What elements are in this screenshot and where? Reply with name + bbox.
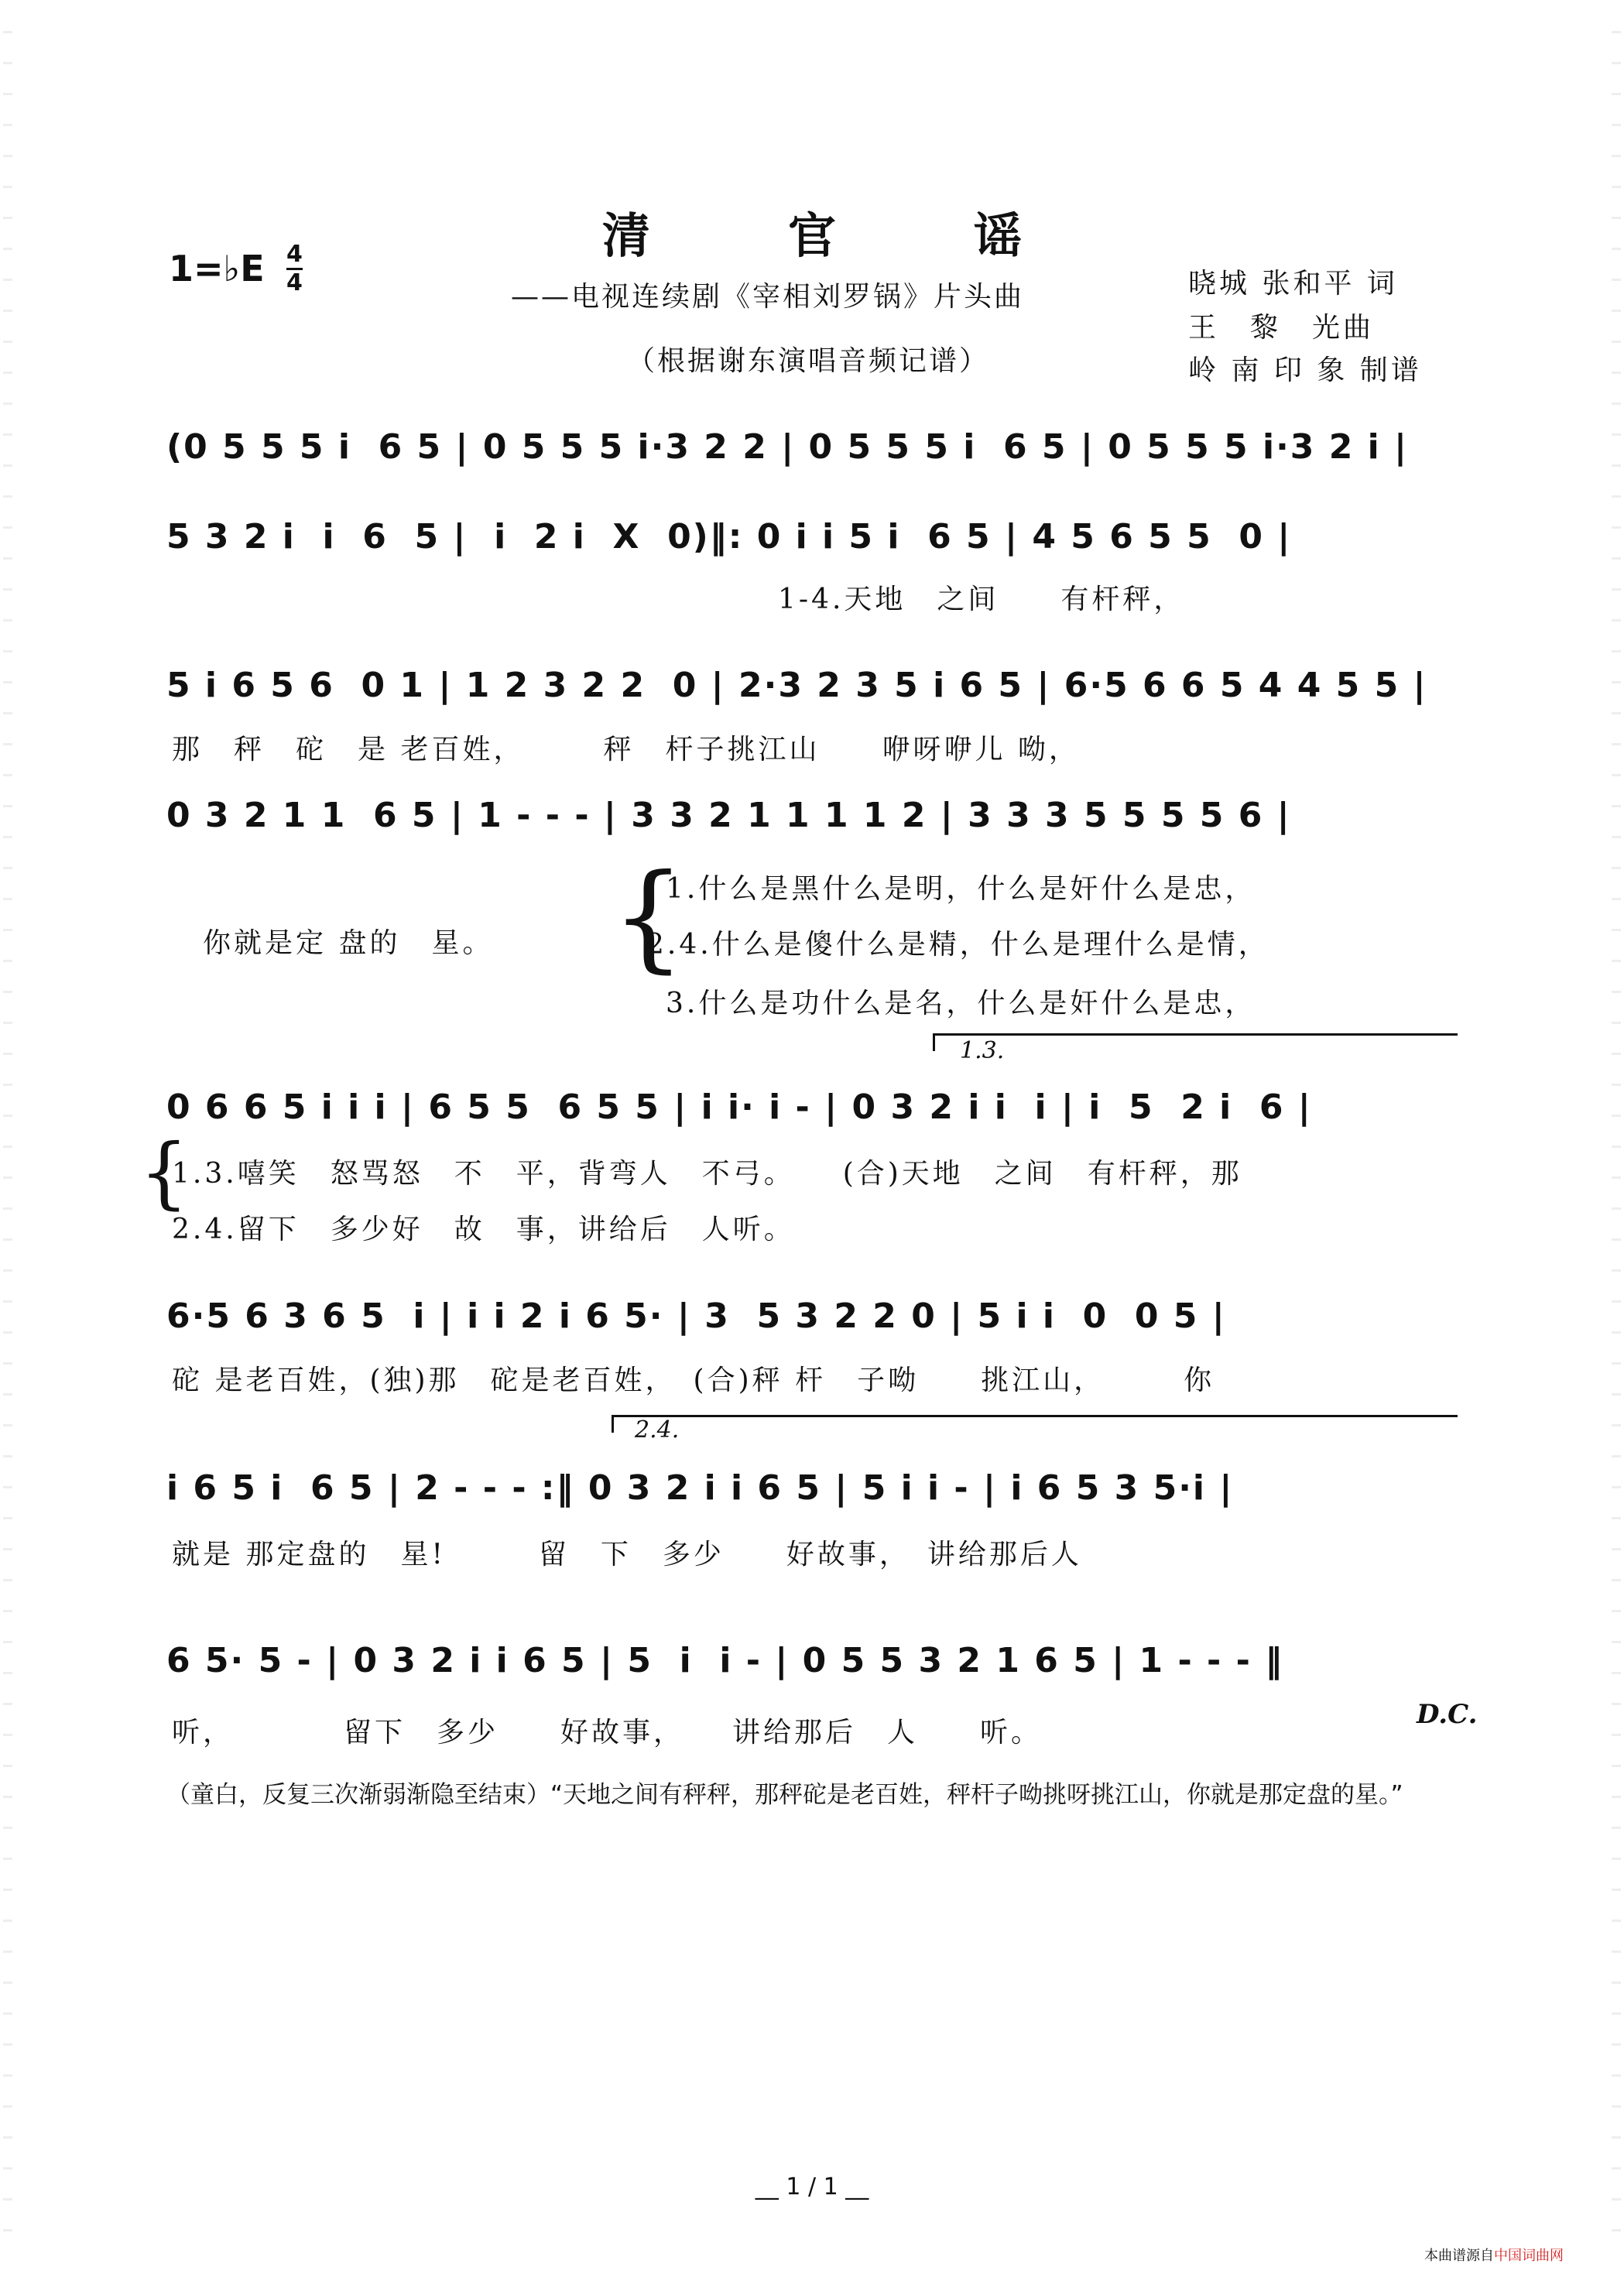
lyric-row-8: 听， 留下 多少 好故事， 讲给那后 人 听。: [172, 1717, 1043, 1748]
verse-line-1: 1.什么是黑什么是明，什么是奸什么是忠，: [666, 873, 1256, 905]
score-row-3: 5 i 6 5 6 0 1 | 1 2 3 2 2 0 | 2·3 2 3 5 i 6 5 | 6·5 6 6 5 4 4 5 5 |: [166, 666, 1427, 705]
volta-label-2: 2.4.: [635, 1416, 680, 1444]
lyric-row-5: 1.3.嘻笑 怒骂怒 不 平，背弯人 不弓。 (合)天地 之间 有杆秤，那: [172, 1158, 1242, 1190]
verse-line-3: 3.什么是功什么是名，什么是奸什么是忠，: [666, 988, 1256, 1019]
lyric-row-3: 那 秤 砣 是 老百姓， 秤 杆子挑江山 咿呀咿儿 呦，: [172, 734, 1080, 765]
score-row-2: 5 3 2 i i 6 5 | i 2 i X 0)‖: 0 i i 5 i 6 5 | 4 5 6 5 5 0 |: [166, 517, 1292, 557]
time-signature-top: 4: [286, 241, 303, 270]
verse-brace: {: [612, 850, 686, 985]
spoken-footnote: （童白，反复三次渐弱渐隐至结束）“天地之间有秤秤，那秤砣是老百姓，秤杆子呦挑呀挑江山，你就是那定盘的星。”: [166, 1781, 1403, 1809]
score-row-7: i 6 5 i 6 5 | 2 - - - :‖ 0 3 2 i i 6 5 | 5 i i - | i 6 5 3 5·i |: [166, 1468, 1234, 1508]
lyricist-credit: 晓城 张和平 词: [1188, 268, 1398, 300]
lyric-brace: {: [139, 1127, 189, 1218]
score-row-4: 0 3 2 1 1 6 5 | 1 - - - | 3 3 2 1 1 1 1 2 | 3 3 3 5 5 5 5 6 |: [166, 796, 1291, 835]
score-row-1: (0 5 5 5 i 6 5 | 0 5 5 5 i·3 2 2 | 0 5 5 5 i 6 5 | 0 5 5 5 i·3 2 i |: [166, 427, 1409, 467]
transcriber-credit: 岭 南 印 象 制谱: [1188, 354, 1422, 386]
footer-site-link[interactable]: 中国词曲网: [1494, 2248, 1564, 2264]
key-signature: 1=♭E: [169, 248, 265, 289]
source-note: （根据谢东演唱音频记谱）: [627, 345, 990, 377]
page-number: __ 1 / 1 __: [755, 2173, 869, 2201]
volta-bracket-2: [612, 1415, 1458, 1433]
score-row-5: 0 6 6 5 i i i | 6 5 5 6 5 5 | i i· i - | 0 3 2 i i i | i 5 2 i 6 |: [166, 1087, 1312, 1127]
verse-line-2: 2.4.什么是傻什么是精，什么是理什么是情，: [646, 929, 1269, 961]
lyric-row-6: 砣 是老百姓，(独)那 砣是老百姓， (合)秤 杆 子呦 挑江山， 你: [172, 1365, 1215, 1396]
source-footer: [1424, 2245, 1564, 2265]
song-subtitle: ——电视连续剧《宰相刘罗锅》片头曲: [511, 281, 1025, 313]
score-row-8: 6 5· 5 - | 0 3 2 i i 6 5 | 5 i i - | 0 5 5 3 2 1 6 5 | 1 - - - ‖: [166, 1641, 1284, 1680]
lyric-row-7: 就是 那定盘的 星! 留 下 多少 好故事， 讲给那后人: [172, 1539, 1082, 1570]
composer-credit: 王 黎 光曲: [1188, 312, 1375, 344]
score-row-6: 6·5 6 3 6 5 i | i i 2 i 6 5· | 3 5 3 2 2 0 | 5 i i 0 0 5 |: [166, 1296, 1226, 1336]
dc-mark: D.C.: [1417, 1699, 1478, 1730]
lyric-row-2: 1-4.天地 之间 有杆秤，: [778, 584, 1185, 615]
volta-bracket-1: [933, 1033, 1458, 1051]
song-title: 清 官 谣: [601, 207, 1067, 264]
footer-prefix: 本曲谱源自: [1424, 2248, 1494, 2264]
lyric-row-4: 你就是定 盘的 星。: [172, 927, 494, 959]
time-signature: [286, 241, 303, 296]
left-edge-watermark: [3, 31, 12, 2237]
volta-label-1: 1.3.: [960, 1037, 1005, 1064]
right-edge-watermark: [1612, 31, 1621, 2237]
time-signature-bottom: 4: [286, 269, 303, 296]
lyric-row-5b: 2.4.留下 多少好 故 事，讲给后 人听。: [172, 1214, 795, 1245]
